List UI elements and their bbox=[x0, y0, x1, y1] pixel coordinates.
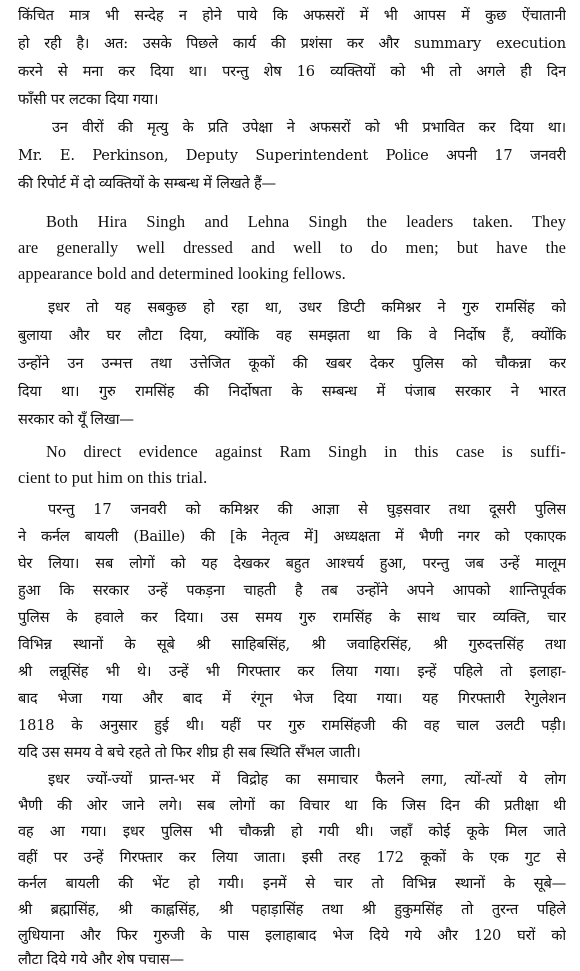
paragraph-1-line-1: किंचित मात्र भी सन्देह न होने पाये कि अफसरों में भी आपस में कुछ ऐंचातानी bbox=[18, 7, 566, 24]
quote-1-line-1: Both Hira Singh and Lehna Singh the leaders taken. They bbox=[46, 212, 566, 231]
quote-1-line-3: appearance bold and determined looking fellows. bbox=[18, 264, 346, 283]
paragraph-5-line-3: वह आ गया। इधर पुलिस भी चौकन्नी हो गयी थी। जहाँ कोई कूके मिल जाते bbox=[18, 823, 566, 840]
paragraph-5-line-1: इधर ज्यों-ज्यों प्रान्त-भर में विद्रोह का समाचार फैलने लगा, त्यों-त्यों ये लोग bbox=[48, 771, 566, 788]
paragraph-3-line-4: दिया था। गुरु रामसिंह की निर्दोषता के सम्बन्ध में पंजाब सरकार ने भारत bbox=[18, 383, 566, 400]
paragraph-4-line-4: हुआ कि सरकार उन्हें पकड़ना चाहती है तब उन्होंने अपने आपको शान्तिपूर्वक bbox=[18, 582, 566, 599]
paragraph-3-line-2: बुलाया और घर लौटा दिया, क्योंकि वह समझता था कि वे निर्दोष हैं, क्योंकि bbox=[18, 327, 566, 344]
paragraph-4-line-7: श्री लन्नूसिंह भी थे। उन्हें भी गिरफ्तार कर लिया गया। इन्हें पहिले तो इलाहा- bbox=[18, 663, 566, 680]
paragraph-5-line-5: कर्नल बायली की भेंट हो गयी। इनमें से चार तो विभिन्न स्थानों के सूबे— bbox=[18, 875, 566, 892]
paragraph-2-line-3: की रिपोर्ट में दो व्यक्तियों के सम्बन्ध में लिखते हैं— bbox=[18, 175, 276, 192]
paragraph-4-line-1: परन्तु 17 जनवरी को कमिश्नर की आज्ञा से घुड़सवार तथा दूसरी पुलिस bbox=[48, 501, 566, 518]
paragraph-4-line-8: बाद भेजा गया और बाद में रंगून भेज दिया गया। यह गिरफ्तारी रेगुलेशन bbox=[18, 690, 566, 707]
quote-1-line-2: are generally well dressed and well to do men; but have the bbox=[18, 238, 566, 257]
paragraph-1-line-4: फाँसी पर लटका दिया गया। bbox=[18, 91, 159, 108]
paragraph-4-line-5: पुलिस के हवाले कर दिया। उस समय गुरु रामसिंह के साथ चार व्यक्ति, चार bbox=[18, 609, 566, 626]
paragraph-3-line-3: उन्होंने उन उन्मत्त तथा उत्तेजित कूकों की खबर देकर पुलिस को चौकन्ना कर bbox=[18, 355, 566, 372]
quote-2-line-2: cient to put him on this trial. bbox=[18, 468, 208, 487]
paragraph-3-line-5: सरकार को यूँ लिखा— bbox=[18, 411, 134, 428]
paragraph-5-line-4: वहीं पर उन्हें गिरफ्तार कर लिया जाता। इसी तरह 172 कूकों के एक गुट से bbox=[18, 849, 566, 866]
paragraph-3-line-1: इधर तो यह सबकुछ हो रहा था, उधर डिप्टी कमिश्नर ने गुरु रामसिंह को bbox=[48, 299, 566, 316]
paragraph-4-line-10: यदि उस समय वे बचे रहते तो फिर शीघ्र ही सब स्थिति सँभल जाती। bbox=[18, 744, 361, 761]
paragraph-1-line-2: हो रही है। अत: उसके पिछले कार्य की प्रशंसा कर और summary execution bbox=[18, 35, 566, 52]
paragraph-5-line-2: भैणी की ओर जाने लगे। सब लोगों का विचार था कि जिस दिन की प्रतीक्षा थी bbox=[18, 797, 566, 814]
paragraph-4-line-3: घेर लिया। सब लोगों को यह देखकर बहुत आश्चर्य हुआ, परन्तु जब उन्हें मालूम bbox=[18, 555, 566, 572]
paragraph-1-line-3: करने से मना कर दिया था। परन्तु शेष 16 व्यक्तियों को भी तो अगले ही दिन bbox=[18, 63, 566, 80]
paragraph-2-line-1: उन वीरों की मृत्यु के प्रति उपेक्षा ने अफसरों को भी प्रभावित कर दिया था। bbox=[52, 119, 566, 136]
paragraph-4-line-2: ने कर्नल बायली (Baille) की [के नेतृत्व में] अध्यक्षता में भैणी नगर को एकाएक bbox=[18, 528, 566, 545]
paragraph-5-line-7: लुधियाना और फिर गुरुजी के पास इलाहाबाद भेज दिये गये और 120 घरों को bbox=[18, 927, 566, 944]
paragraph-5-line-8: लौटा दिये गये और शेष पचास— bbox=[18, 951, 184, 968]
paragraph-5-line-6: श्री ब्रह्मासिंह, श्री काह्नसिंह, श्री पहाड़ासिंह तथा श्री हुकुमसिंह तो तुरन्त पहिले bbox=[18, 901, 566, 918]
quote-2-line-1: No direct evidence against Ram Singh in this case is suffi- bbox=[46, 442, 566, 461]
paragraph-2-line-2: Mr. E. Perkinson, Deputy Superintendent Police अपनी 17 जनवरी bbox=[18, 147, 566, 164]
paragraph-4-line-9: 1818 के अनुसार हुई थी। यहीं पर गुरु रामसिंहजी की वह चाल उलटी पड़ी। bbox=[18, 717, 566, 734]
paragraph-4-line-6: विभिन्न स्थानों के सूबे श्री साहिबसिंह, श्री जवाहिरसिंह, श्री गुरुदत्तसिंह तथा bbox=[18, 636, 566, 653]
